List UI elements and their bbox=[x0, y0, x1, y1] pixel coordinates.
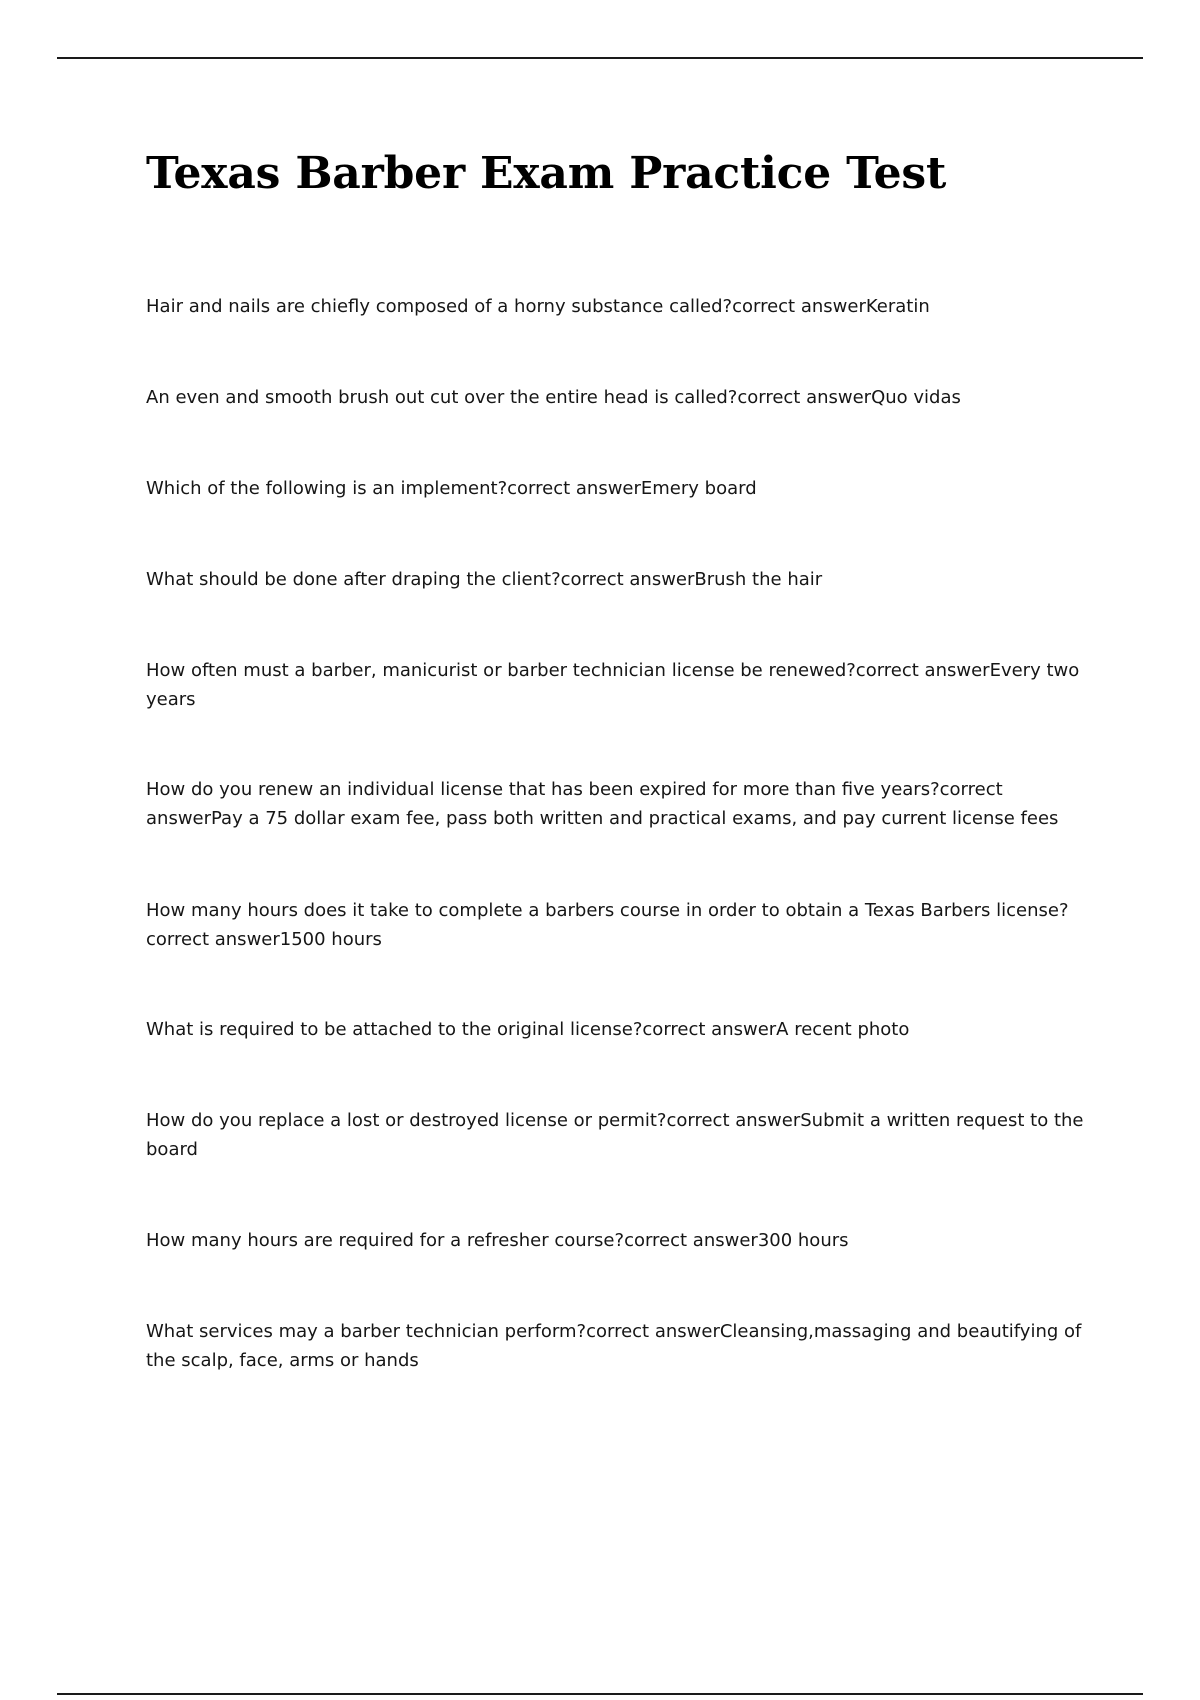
qa-item-8: What is required to be attached to the original license?correct answerA recent photo bbox=[146, 1019, 910, 1040]
qa-item-4: What should be done after draping the client?correct answerBrush the hair bbox=[146, 569, 823, 590]
qa-item-7: How many hours does it take to complete a barbers course in order to obtain a Texas Barbers license?correct answer1500 hours bbox=[146, 900, 1069, 950]
header-rule bbox=[57, 57, 1143, 59]
footer-rule bbox=[57, 1693, 1143, 1695]
qa-item-10: How many hours are required for a refresher course?correct answer300 hours bbox=[146, 1230, 849, 1251]
page-title: Texas Barber Exam Practice Test bbox=[146, 148, 947, 199]
qa-item-6: How do you renew an individual license that has been expired for more than five years?correct answerPay a 75 dollar exam fee, pass both written and practical exams, and pay current license fees bbox=[146, 779, 1059, 829]
qa-item-3: Which of the following is an implement?correct answerEmery board bbox=[146, 478, 757, 499]
qa-item-2: An even and smooth brush out cut over the entire head is called?correct answerQuo vidas bbox=[146, 387, 961, 408]
qa-item-11: What services may a barber technician perform?correct answerCleansing,massaging and beautifying of the scalp, face, arms or hands bbox=[146, 1321, 1082, 1371]
qa-item-5: How often must a barber, manicurist or barber technician license be renewed?correct answerEvery two years bbox=[146, 660, 1080, 710]
qa-item-9: How do you replace a lost or destroyed license or permit?correct answerSubmit a written request to the board bbox=[146, 1110, 1084, 1160]
qa-item-1: Hair and nails are chiefly composed of a horny substance called?correct answerKeratin bbox=[146, 296, 930, 317]
